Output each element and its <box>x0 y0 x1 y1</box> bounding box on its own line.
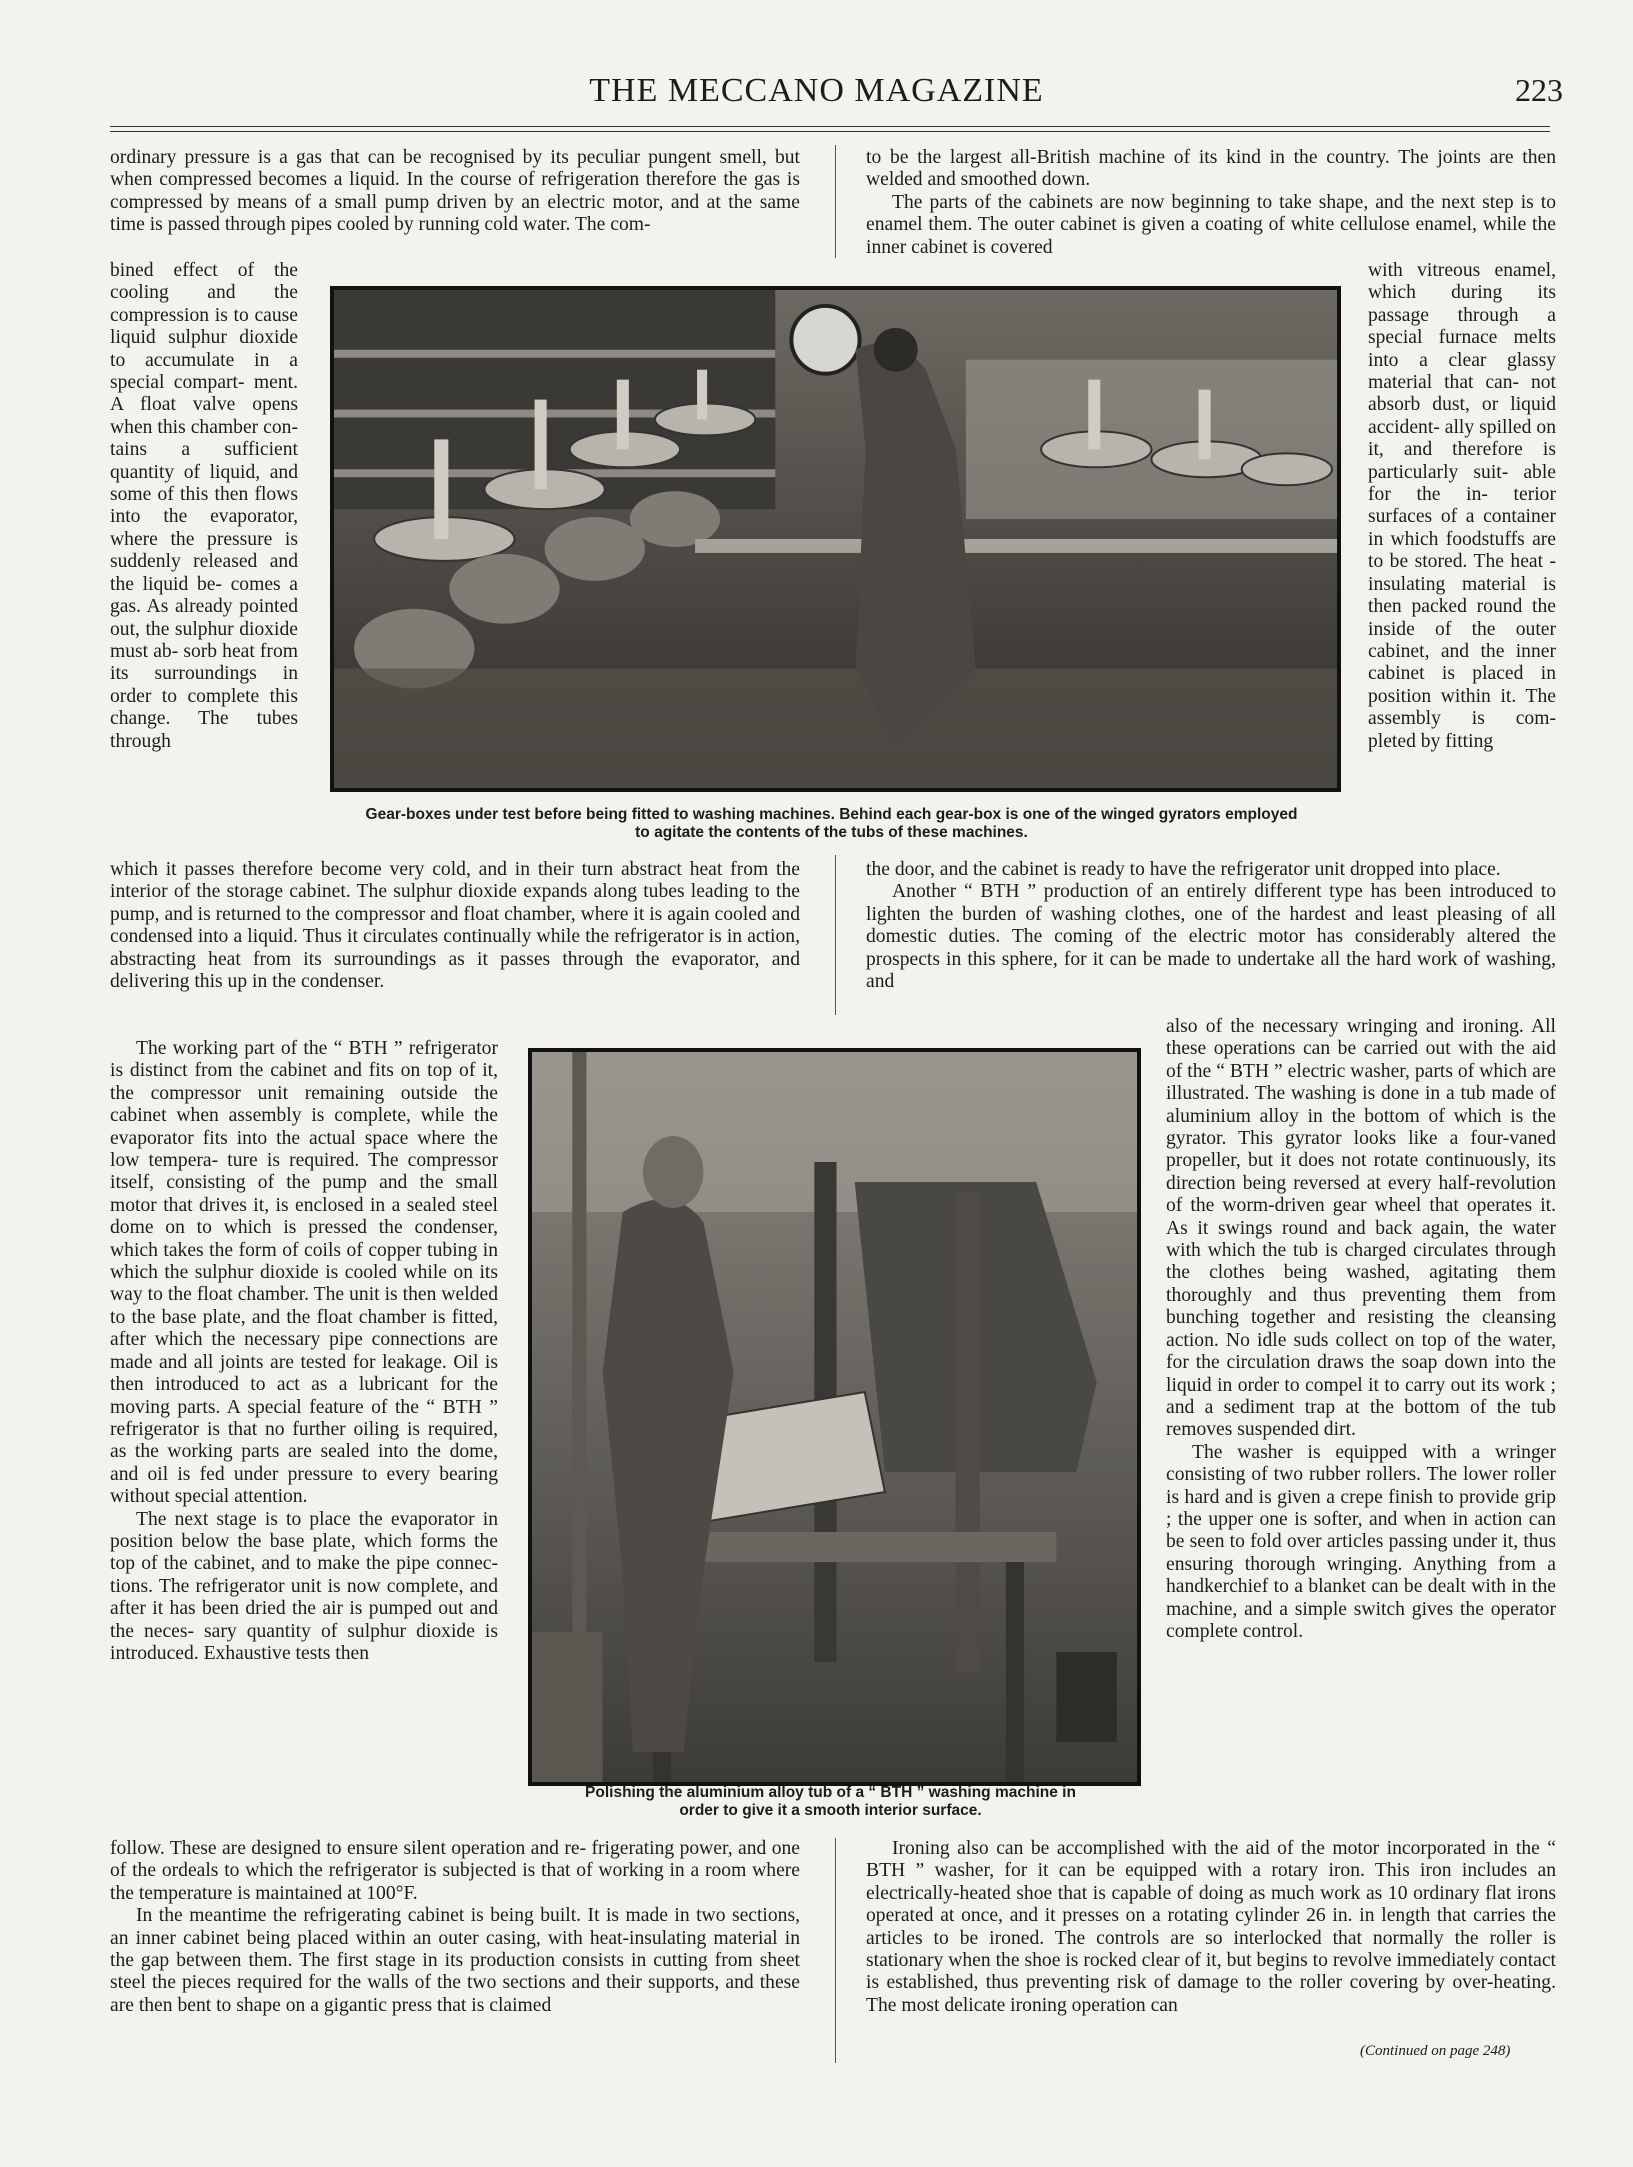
column-divider <box>835 1838 836 2063</box>
header-rule <box>110 126 1550 127</box>
page-number: 223 <box>1515 72 1563 108</box>
text-block: ordinary pressure is a gas that can be recognised by its peculiar pungent smell, but when compressed becomes a liquid. In the course of refrigeration therefore the gas is compressed by means of a small pump driven by an electric motor, and at the same time is passed through pipes cooled by running cold water. The com- <box>110 147 800 236</box>
continued-note: (Continued on page 248) <box>1360 2043 1511 2059</box>
text-block: also of the necessary wringing and ironing. All these operations can be carried out with the aid of the “ BTH ” electric washer, parts of which are illustrated. The washing is done in a tub made of aluminium alloy in the bottom of which is the gyrator. This gyrator looks like a four-vaned propeller, but it does not rotate continuously, its direction being reversed at every half-revolution of the worm-driven gear wheel that operates it. As it swings round and back again, the water with which the tub is charged circulates through the clothes being washed, agitating them thoroughly and thus preventing them from bunching together and resisting the cleansing action. No idle suds collect on top of the water, for the circulation draws the soap down into the liquid in order to compel it to carry out its work ; and a sediment trap at the bottom of the tub removes suspended dirt. The washer is equipped with a wringer consisting of two rubber rollers. The lower roller is hard and is given a crepe finish to provide grip ; the upper one is softer, and when in action can be seen to fold over articles passing under it, thus ensuring thorough wringing. Anything from a handkerchief to a blanket can be dealt with in the machine, and a simple switch gives the operator complete control. <box>1166 1016 1556 1642</box>
text-block: the door, and the cabinet is ready to have the refrigerator unit dropped into place. Another “ BTH ” production of an entirely different type has been introduced to lighten the burden of washing clothes, one of the hardest and least pleasing of all domestic duties. The coming of the electric motor has considerably altered the prospects in this sphere, for it can be made to undertake all the hard work of washing, and <box>866 859 1556 993</box>
header-rule-thin <box>110 131 1550 132</box>
figure-caption: Gear-boxes under test before being fitted to washing machines. Behind each gear-box is one of the winged gyrators employed to agitate the contents of the tubs of these machines. <box>365 806 1298 841</box>
polishing-photo <box>528 1048 1141 1786</box>
text-block: with vitreous enamel, which during its passage through a special furnace melts into a clear glassy material that can- not absorb dust, or liquid accident- ally spilled on it, and therefore is particularly suit- able for the in- terior surfaces of a container in which foodstuffs are to be stored. The heat - insulating material is then packed round the inside of the outer cabinet, and the inner cabinet is placed in position within it. The assembly is com- pleted by fitting <box>1368 260 1556 752</box>
text-block: follow. These are designed to ensure silent operation and re- frigerating power, and one of the ordeals to which the refrigerator is subjected is that of working in a room where the temperature is maintained at 100°F. In the meantime the refrigerating cabinet is being built. It is made in two sections, an inner cabinet being placed within an outer casing, with heat-insulating material in the gap between them. The first stage in its production consists in cutting from sheet steel the pieces required for the walls of the two sections and their supports, and these are then bent to shape on a gigantic press that is claimed <box>110 1838 800 2016</box>
figure-caption: Polishing the aluminium alloy tub of a “ BTH ” washing machine in order to give it a smooth interior surface. <box>585 1784 1076 1819</box>
column-divider <box>835 855 836 1015</box>
text-block: which it passes therefore become very cold, and in their turn abstract heat from the interior of the storage cabinet. The sulphur dioxide expands along tubes leading to the pump, and is returned to the compressor and float chamber, where it is again cooled and condensed into a liquid. Thus it circulates continually while the refrigerator is in action, abstracting heat from its surroundings as it passes through the evaporator, and delivering this up in the condenser. <box>110 859 800 993</box>
text-block: Ironing also can be accomplished with the aid of the motor incorporated in the “ BTH ” washer, for it can be equipped with a rotary iron. This iron includes an electrically-heated shoe that is capable of doing as much work as 10 ordinary flat irons operated at once, and it presses on a rotating cylinder 26 in. in length that carries the articles to be ironed. The controls are so interlocked that normally the roller is stationary when the shoe is rocked clear of it, but begins to revolve immediately contact is established, thus preventing risk of damage to the roller covering by over-heating. The most delicate ironing operation can <box>866 1838 1556 2016</box>
text-block: bined effect of the cooling and the compression is to cause liquid sulphur dioxide to accumulate in a special compart- ment. A float valve opens when this chamber con- tains a sufficient quantity of liquid, and some of this then flows into the evaporator, where the pressure is suddenly released and the liquid be- comes a gas. As already pointed out, the sulphur dioxide must ab- sorb heat from its surroundings in order to complete this change. The tubes through <box>110 260 298 752</box>
text-block: The working part of the “ BTH ” refrigerator is distinct from the cabinet and fits on top of it, the compressor unit remaining outside the cabinet when assembly is complete, while the evaporator fits into the actual space where the low tempera- ture is required. The compressor itself, consisting of the pump and the small motor that drives it, is enclosed in a sealed steel dome on to which is pressed the condenser, which takes the form of coils of copper tubing in which the sulphur dioxide is cooled while on its way to the float chamber. The unit is then welded to the base plate, and the float chamber is fitted, after which the necessary pipe connections are made and all joints are tested for leakage. Oil is then introduced to act as a lubricant for the moving parts. A special feature of the “ BTH ” refrigerator is that no further oiling is required, as the working parts are sealed into the dome, and oil is fed under pressure to every bearing without special attention. The next stage is to place the evaporator in position below the base plate, which forms the top of the cabinet, and to make the pipe connec- tions. The refrigerator unit is now complete, and after it has been dried the air is pumped out and the neces- sary quantity of sulphur dioxide is introduced. Exhaustive tests then <box>110 1038 498 1664</box>
column-divider <box>835 145 836 258</box>
gearbox-photo <box>330 286 1341 792</box>
magazine-title: THE MECCANO MAGAZINE <box>589 72 1044 109</box>
text-block: to be the largest all-British machine of its kind in the country. The joints are then welded and smoothed down. The parts of the cabinets are now beginning to take shape, and the next step is to enamel them. The outer cabinet is given a coating of white cellulose enamel, while the inner cabinet is covered <box>866 147 1556 258</box>
